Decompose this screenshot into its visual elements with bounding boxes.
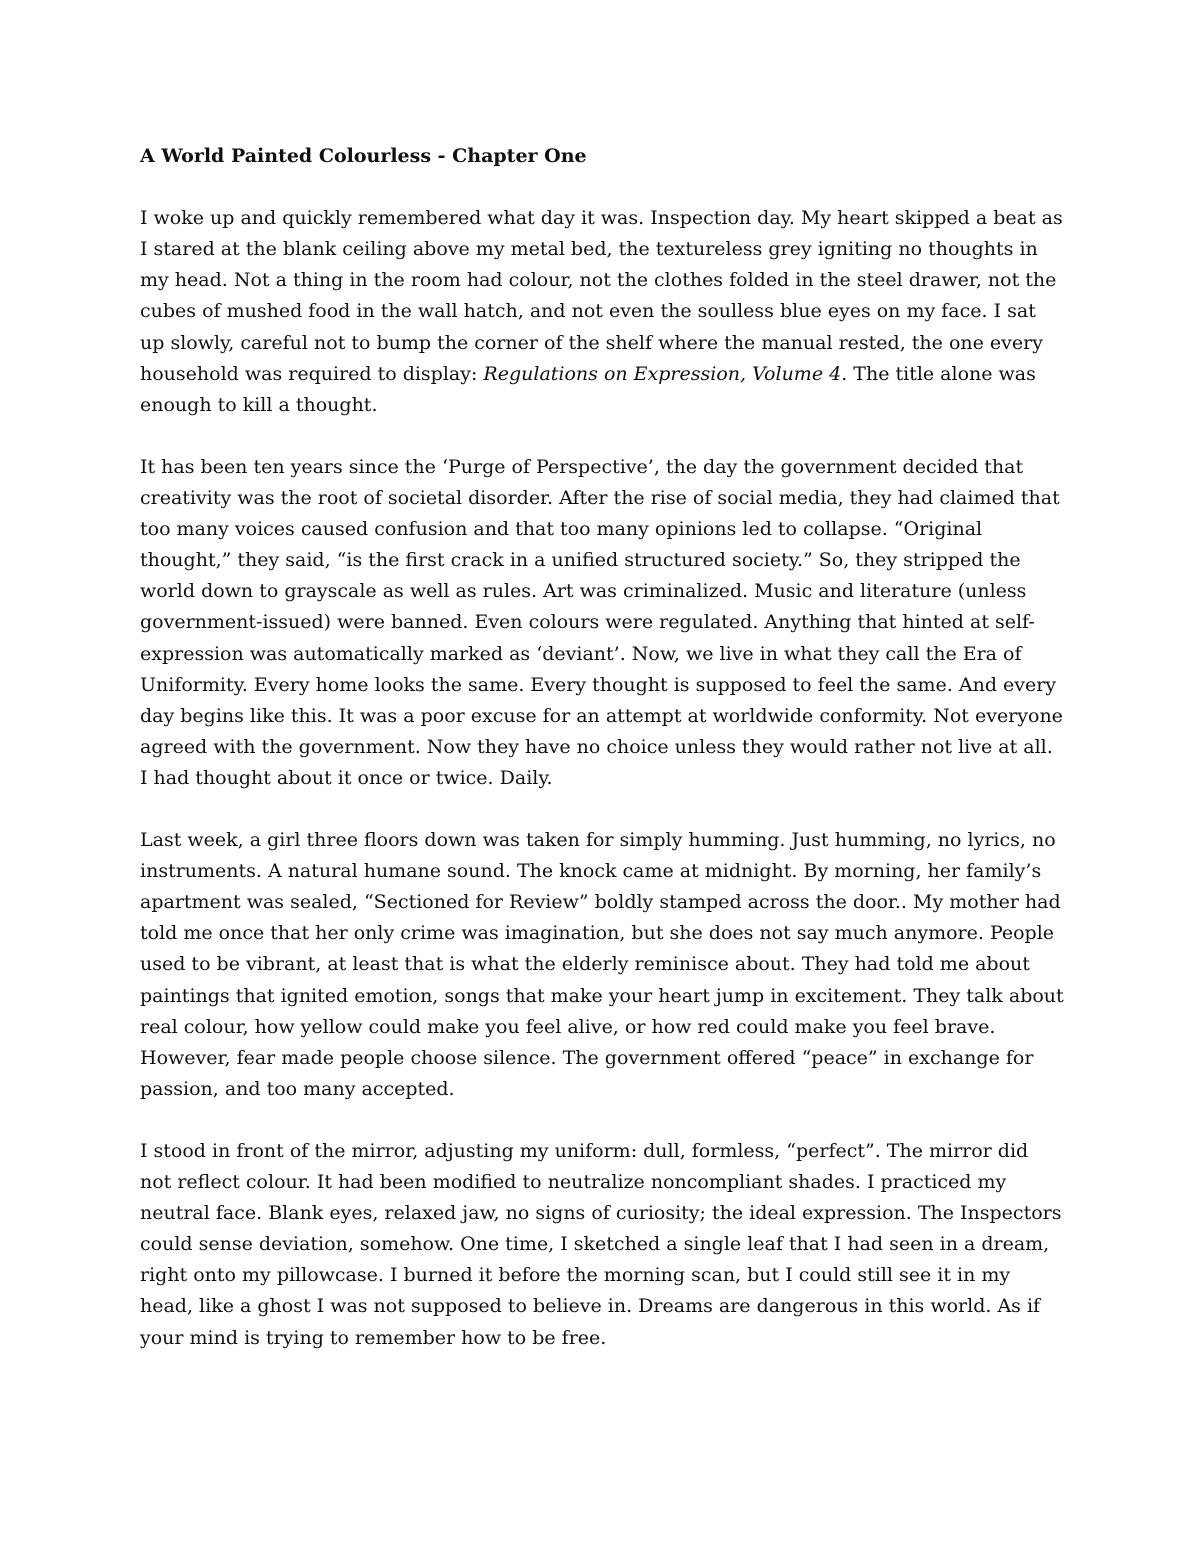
paragraph-2: It has been ten years since the ‘Purge of Perspective’, the day the government decided that creativity was the root of societal disorder. After the rise of social media, they had claimed that too many voices caused confusion and that too many opinions led to collapse. “Original thought,” they said, “is the first crack in a unified structured society.” So, they stripped the world down to grayscale as well as rules. Art was criminalized. Music and literature (unless government-issued) were banned. Even colours were regulated. Anything that hinted at self-expression was automatically marked as ‘deviant’. Now, we live in what they call the Era of Uniformity. Every home looks the same. Every thought is supposed to feel the same. And every day begins like this. It was a poor excuse for an attempt at worldwide conformity. Not everyone agreed with the government. Now they have no choice unless they would rather not live at all. I had thought about it once or twice. Daily. — [140, 455, 1063, 789]
paragraph-1-text-a: I woke up and quickly remembered what day it was. Inspection day. My heart skipped a beat as I stared at the blank ceiling above my metal bed, the textureless grey igniting no thoughts in my head. Not a thing in the room had colour, not the clothes folded in the steel drawer, not the cubes of mushed food in the wall hatch, and not even the soulless blue eyes on my face. I sat up slowly, careful not to bump the corner of the shelf where the manual rested, the one every household was required to display: — [140, 207, 1063, 385]
paragraph-1-text-b: . The title alone was enough to kill a thought. — [140, 362, 1036, 416]
paragraph-4: I stood in front of the mirror, adjusting my uniform: dull, formless, “perfect”. The mirror did not reflect colour. It had been modified to neutralize noncompliant shades. I practiced my neutral face. Blank eyes, relaxed jaw, no signs of curiosity; the ideal expression. The Inspectors could sense deviation, somehow. One time, I sketched a single leaf that I had seen in a dream, right onto my pillowcase. I burned it before the morning scan, but I could still see it in my head, like a ghost I was not supposed to believe in. Dreams are dangerous in this world. As if your mind is trying to remember how to be free. — [140, 1140, 1062, 1349]
paragraph-1 — [140, 203, 1065, 421]
title-spacer — [140, 172, 1065, 203]
paragraph-3: Last week, a girl three floors down was taken for simply humming. Just humming, no lyrics, no instruments. A natural humane sound. The knock came at midnight. By morning, her family’s apartment was sealed, “Sectioned for Review” boldly stamped across the door.. My mother had told me once that her only crime was imagination, but she does not say much anymore. People used to be vibrant, at least that is what the elderly reminisce about. They had told me about paintings that ignited emotion, songs that make your heart jump in excitement. They talk about real colour, how yellow could make you feel alive, or how red could make you feel brave. However, fear made people choose silence. The government offered “peace” in exchange for passion, and too many accepted. — [140, 829, 1064, 1100]
manual-title-italic: Regulations on Expression, Volume 4 — [483, 362, 842, 385]
chapter-title: A World Painted Colourless - Chapter One — [140, 145, 587, 167]
document-body — [140, 141, 1065, 1354]
